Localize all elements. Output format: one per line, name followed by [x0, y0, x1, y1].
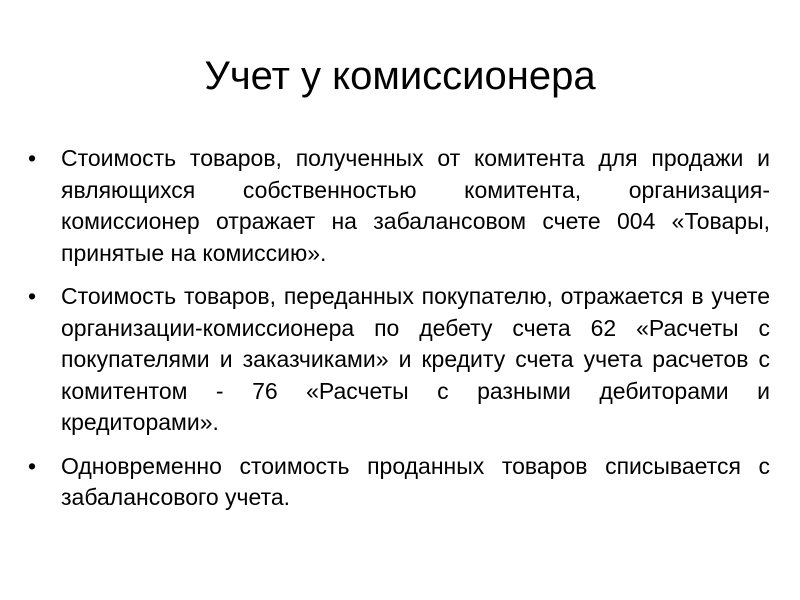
bullet-item-commission-goods-offbalance: • Стоимость товаров, полученных от комитента для продажи и являющихся собственностью комитента, организация-комиссионер отражает на забалансовом счете 004 «Товары, принятые на комиссию».: [28, 143, 770, 269]
slide-title: Учет у комиссионера: [204, 54, 596, 98]
bullet-list: [28, 143, 770, 526]
bullet-item-goods-transferred-to-buyer: • Стоимость товаров, переданных покупателю, отражается в учете организации-комиссионера по дебету счета 62 «Расчеты с покупателями и заказчиками» и кредиту счета учета расчетов с комитентом - 76 «Расчеты с разными дебиторами и кредиторами».: [28, 281, 770, 439]
bullet-item-writeoff-offbalance: • Одновременно стоимость проданных товаров списывается с забалансового учета.: [28, 451, 770, 514]
